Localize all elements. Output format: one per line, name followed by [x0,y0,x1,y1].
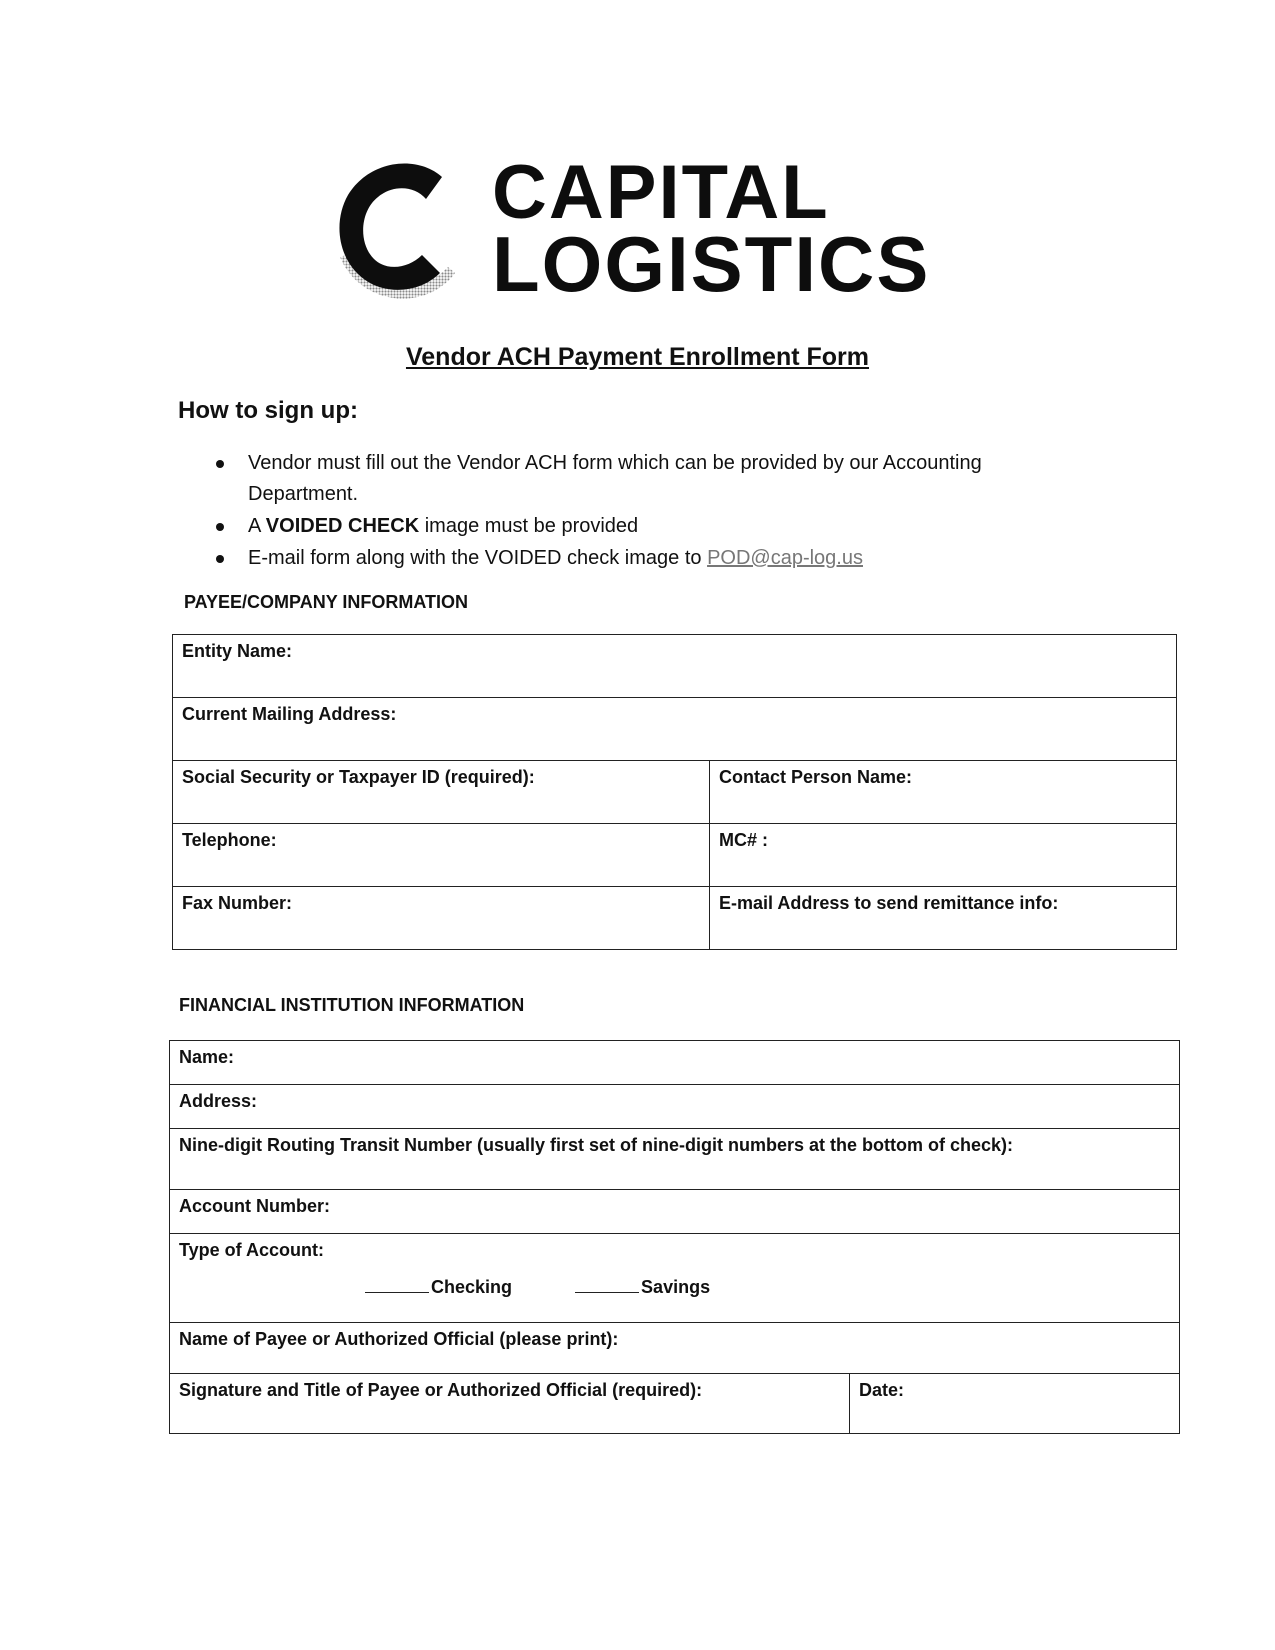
list-item: Vendor must fill out the Vendor ACH form which can be provided by our Accounting Department. [212,448,1092,510]
date-field[interactable]: Date: [850,1374,1180,1434]
mc-number-field[interactable]: MC# : [710,824,1177,887]
list-item: A VOIDED CHECK image must be provided [212,511,1092,542]
account-type-field [170,1234,1180,1323]
signature-field[interactable]: Signature and Title of Payee or Authorized Official (required): [170,1374,850,1434]
checking-blank[interactable] [365,1288,429,1293]
how-to-heading: How to sign up: [178,397,358,424]
payee-name-field[interactable]: Name of Payee or Authorized Official (please print): [170,1323,1180,1374]
telephone-field[interactable]: Telephone: [173,824,710,887]
routing-number-field[interactable]: Nine-digit Routing Transit Number (usually first set of nine-digit numbers at the bottom of check): [170,1129,1180,1190]
bank-address-field[interactable]: Address: [170,1085,1180,1129]
payee-info-table [172,634,1177,950]
tax-id-field[interactable]: Social Security or Taxpayer ID (required): [173,761,710,824]
account-type-label: Type of Account: [179,1240,324,1260]
instructions-list [212,448,1092,575]
fax-field[interactable]: Fax Number: [173,887,710,950]
capital-logistics-c-logo-icon [330,155,480,315]
bullet-icon [216,523,224,531]
financial-section-heading: FINANCIAL INSTITUTION INFORMATION [179,995,525,1015]
pod-email-link[interactable]: POD@cap-log.us [707,547,863,569]
remittance-email-field[interactable]: E-mail Address to send remittance info: [710,887,1177,950]
bank-name-field[interactable]: Name: [170,1041,1180,1085]
logo-word-capital: CAPITAL [492,150,830,235]
mailing-address-field[interactable]: Current Mailing Address: [173,698,1177,761]
company-logo [330,150,950,315]
entity-name-field[interactable]: Entity Name: [173,635,1177,698]
bullet-icon [216,460,224,468]
list-item: E-mail form along with the VOIDED check image to POD@cap-log.us [212,543,1092,574]
savings-blank[interactable] [575,1288,639,1293]
form-title: Vendor ACH Payment Enrollment Form [405,343,870,371]
voided-check-emphasis: VOIDED CHECK [265,515,420,537]
logo-word-logistics: LOGISTICS [492,220,931,308]
savings-label: Savings [641,1277,711,1297]
financial-info-table [169,1040,1180,1434]
account-number-field[interactable]: Account Number: [170,1190,1180,1234]
checking-label: Checking [431,1277,513,1297]
account-type-options [179,1277,1170,1298]
contact-person-field[interactable]: Contact Person Name: [710,761,1177,824]
payee-section-heading: PAYEE/COMPANY INFORMATION [184,592,469,612]
bullet-icon [216,555,224,563]
